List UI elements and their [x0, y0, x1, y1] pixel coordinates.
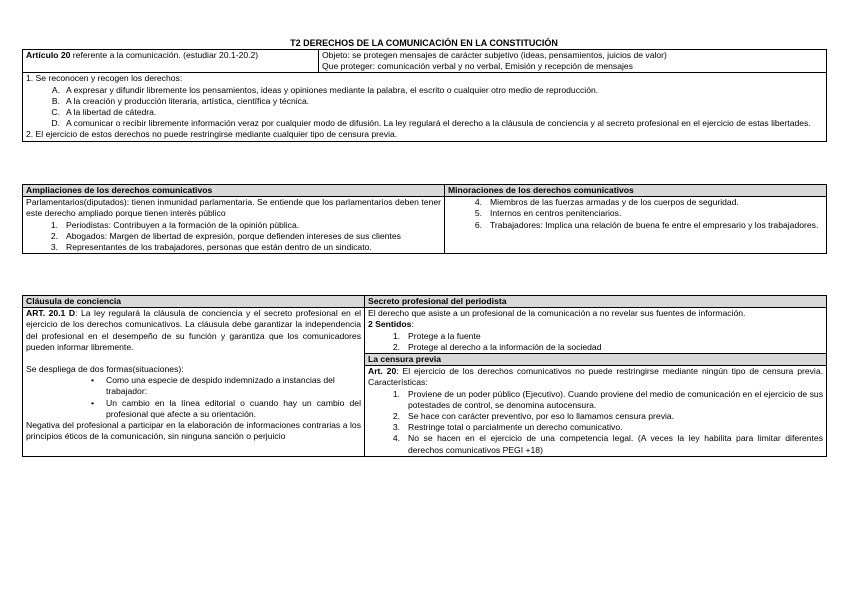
censura-cell: [365, 366, 827, 457]
list-item: D. A comunicar o recibir libremente información veraz por cualquier modo de difusión. La ley regulará el derecho a la cláusula de conciencia y al secreto profesional en el ejercicio de estas libertades.: [51, 118, 811, 129]
art-20-1-d-label: ART. 20.1 D: [26, 308, 76, 319]
minoraciones-list: [448, 197, 823, 231]
objeto-cell: [319, 50, 827, 73]
page-title: T2 DERECHOS DE LA COMUNICACIÓN EN LA CONSTITUCIÓN: [290, 38, 558, 48]
list-item: B. A la creación y producción literaria, artística, científica y técnica.: [51, 95, 310, 106]
forms-intro: Se despliega de dos formas(situaciones):: [26, 364, 184, 375]
article-label: Artículo 20: [26, 50, 71, 60]
point-2: 2. El ejercicio de estos derechos no puede restringirse mediante cualquier tipo de censura previa.: [26, 129, 398, 140]
list-item: • Un cambio en la línea editorial o cuando hay un cambio del profesional que afecte a su orientación.: [84, 398, 361, 420]
point-1: 1. Se reconocen y recogen los derechos:: [26, 73, 183, 84]
censura-intro: Art. 20: El ejercicio de los derechos comunicativos no puede restringirse mediante ningún tipo de censura previa. Características:: [368, 366, 823, 388]
ampliaciones-list: [26, 220, 441, 254]
list-item: 1. Periodistas: Contribuyen a la formación de la opinión pública.: [50, 219, 300, 230]
sentidos-list: [368, 331, 823, 353]
list-item: 1. Proviene de un poder público (Ejecutivo). Cuando proviene del medio de comunicación en el ejercicio de sus potestades de control, se denomina autocensura.: [392, 388, 823, 410]
secreto-header: Secreto profesional del periodista: [365, 296, 827, 308]
objeto-text: Objeto: se protegen mensajes de carácter subjetivo (ideas, pensamientos, juicios de valor): [322, 50, 667, 60]
secreto-cell: [365, 308, 827, 354]
rights-list: [26, 85, 823, 130]
list-item: 5. Internos en centros penitenciarios.: [474, 208, 622, 219]
list-item: C. A la libertad de cátedra.: [51, 107, 157, 118]
list-item: 3. Representantes de los trabajadores, personas que están dentro de un sindicato.: [50, 242, 372, 253]
forms-list: [26, 375, 361, 420]
list-item: 2. Abogados: Margen de libertad de expresión, porque defienden intereses de sus clientes: [50, 230, 401, 241]
list-item: 4. No se hacen en el ejercicio de una competencia legal. (A veces la ley habilita para limitar diferentes derechos comunicativos PEGI +18): [392, 433, 823, 455]
censura-header: La censura previa: [365, 354, 827, 366]
ampliaciones-header: Ampliaciones de los derechos comunicativos: [23, 185, 445, 197]
minoraciones-header: Minoraciones de los derechos comunicativos: [445, 185, 827, 197]
clausula-table: [22, 295, 827, 457]
secreto-text: El derecho que asiste a un profesional de la comunicación a no revelar sus fuentes de información.: [368, 308, 746, 319]
article-20-table: [22, 49, 827, 142]
list-item: 4. Miembros de las fuerzas armadas y de los cuerpos de seguridad.: [474, 197, 739, 208]
que-proteger-text: Que proteger: comunicación verbal y no verbal, Emisión y recepción de mensajes: [322, 61, 633, 72]
art-20-1-d-text: ART. 20.1 D: La ley regulará la cláusula de conciencia y el secreto profesional en el ejercicio de los derechos comunicativos. La cláusula debe garantizar la independencia del profesional en el desempeño de su función y garantiza que los comunicadores pueden informar libremente.: [26, 308, 362, 352]
list-item: 6. Trabajadores: Implica una relación de buena fe entre el empresario y los trabajadores.: [474, 219, 819, 230]
list-item: 2. Se hace con carácter preventivo, por eso lo llamamos censura previa.: [392, 411, 675, 422]
ampliaciones-table: [22, 184, 827, 254]
list-item: A. A expresar y difundir libremente los pensamientos, ideas y opiniones mediante la palabra, el escrito o cualquier otro medio de reproducción.: [51, 84, 599, 95]
list-item: • Como una especie de despido indemnizado a instancias del trabajador:: [84, 375, 361, 397]
list-item: 3. Restringe total o parcialmente un derecho comunicativo.: [392, 422, 623, 433]
list-item: 1. Protege a la fuente: [392, 330, 481, 341]
article-description: referente a la comunicación. (estudiar 20.1-20.2): [70, 50, 259, 60]
clausula-cell: [23, 308, 365, 457]
rights-cell: [23, 73, 827, 141]
bullet-icon: •: [90, 397, 94, 408]
bullet-icon: •: [90, 375, 94, 386]
article-cell: [23, 50, 319, 73]
sentidos-heading: 2 Sentidos:: [368, 319, 414, 330]
censura-art-label: Art. 20: [368, 366, 397, 377]
parlamentarios-text: Parlamentarios(diputados): tienen inmunidad parlamentaria. Se entiende que los parlamentarios deben tener este derecho ampliado porque tienen interés público: [26, 197, 441, 219]
ampliaciones-cell: [23, 197, 445, 254]
list-item: 2. Protege al derecho a la información de la sociedad: [392, 341, 602, 352]
censura-list: [368, 389, 823, 456]
minoraciones-cell: [445, 197, 827, 254]
clausula-header: Cláusula de conciencia: [23, 296, 365, 308]
negativa-text: Negativa del profesional a participar en la elaboración de informaciones contrarias a los principios éticos de la comunicación, sin ninguna sanción o perjuicio: [26, 420, 361, 442]
